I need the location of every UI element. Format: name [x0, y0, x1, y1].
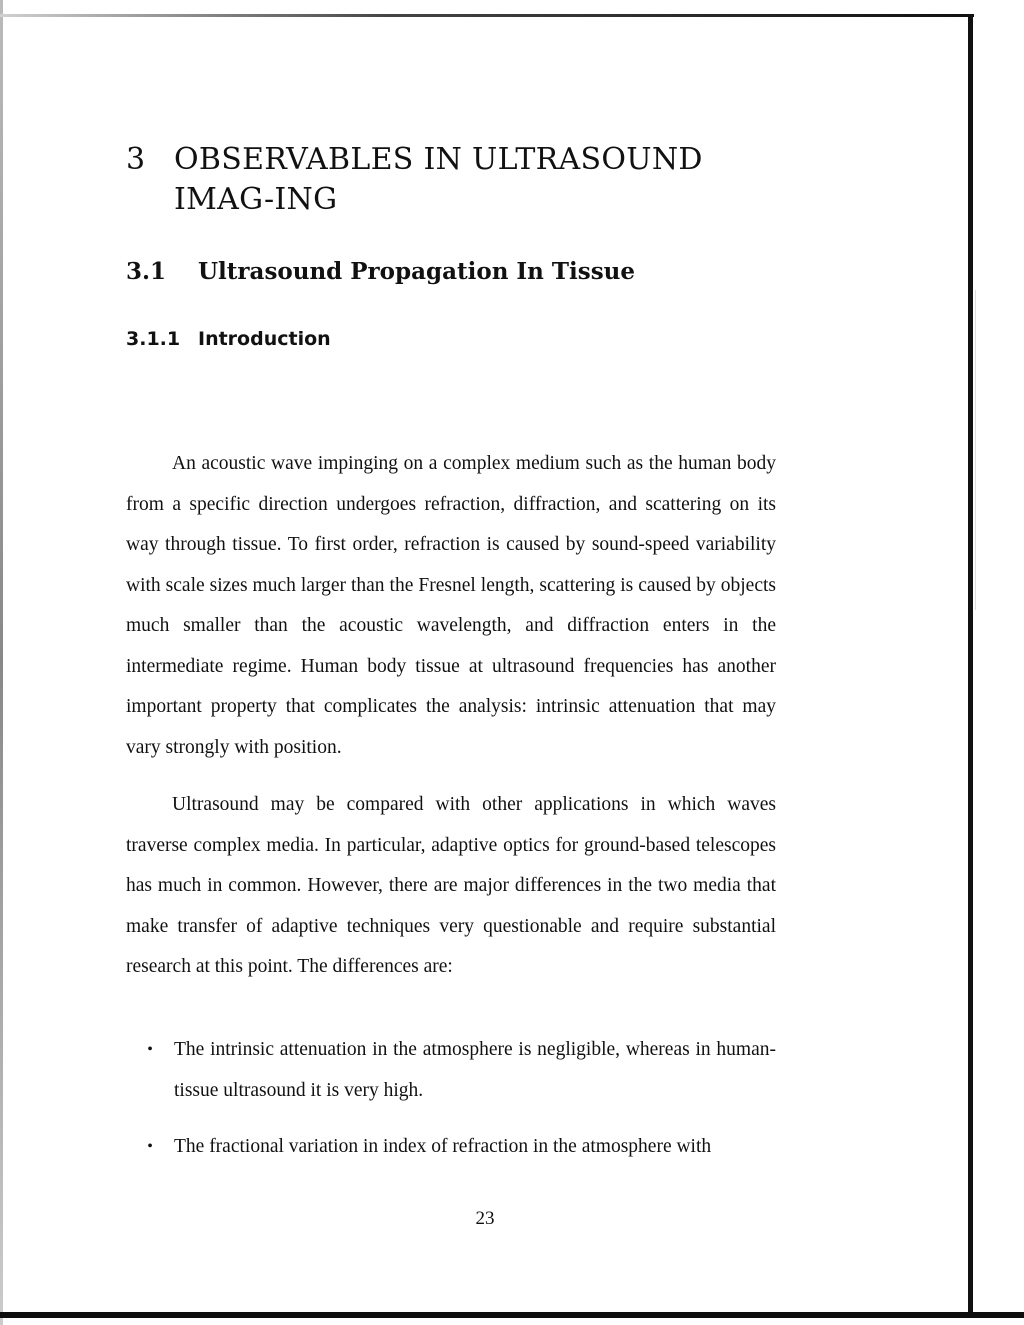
subsection-number: 3.1.1: [126, 328, 181, 350]
paragraph-comparison: Ultrasound may be compared with other applications in which waves traverse complex media. In particular, adaptive optics for ground-based telescopes has much in common. However, there are major differences in the two media that make transfer of adaptive techniques very questionable and require substantial research at this point. The differences are:: [126, 794, 776, 977]
section-number: 3.1: [126, 258, 167, 285]
scan-edge-bottom: [0, 1312, 1024, 1318]
bullet-icon: •: [147, 1138, 153, 1155]
scan-edge-top: [0, 14, 974, 17]
scan-faint-rule: [975, 290, 976, 610]
list-item-text: The fractional variation in index of refraction in the atmosphere with: [174, 1136, 712, 1157]
paragraph-intro: An acoustic wave impinging on a complex medium such as the human body from a specific direction undergoes refraction, diffraction, and scattering on its way through tissue. To first order, refraction is caused by sound-speed variability with scale sizes much larger than the Fresnel length, scattering is caused by objects much smaller than the acoustic wavelength, and diffraction enters in the intermediate regime. Human body tissue at ultrasound frequencies has another important property that complicates the analysis: intrinsic attenuation that may vary strongly with position.: [126, 453, 776, 758]
chapter-number: 3: [126, 142, 146, 177]
scan-edge-right: [968, 14, 973, 1314]
list-item: [126, 1030, 776, 1111]
chapter-title: OBSERVABLES IN ULTRASOUND IMAG-ING: [174, 142, 703, 217]
bullet-icon: •: [147, 1041, 153, 1058]
differences-list: [126, 1030, 776, 1184]
chapter-heading: [126, 140, 796, 220]
scan-edge-left: [0, 0, 3, 1325]
section-title: Ultrasound Propagation In Tissue: [198, 258, 636, 285]
page-number: 23: [475, 1208, 495, 1229]
subsection-title: Introduction: [198, 328, 331, 350]
section-heading: [126, 258, 635, 285]
list-item: [126, 1127, 776, 1168]
list-item-text: The intrinsic attenuation in the atmosphere is negligible, whereas in human-tissue ultrasound it is very high.: [174, 1039, 776, 1101]
subsection-heading: [126, 328, 331, 350]
